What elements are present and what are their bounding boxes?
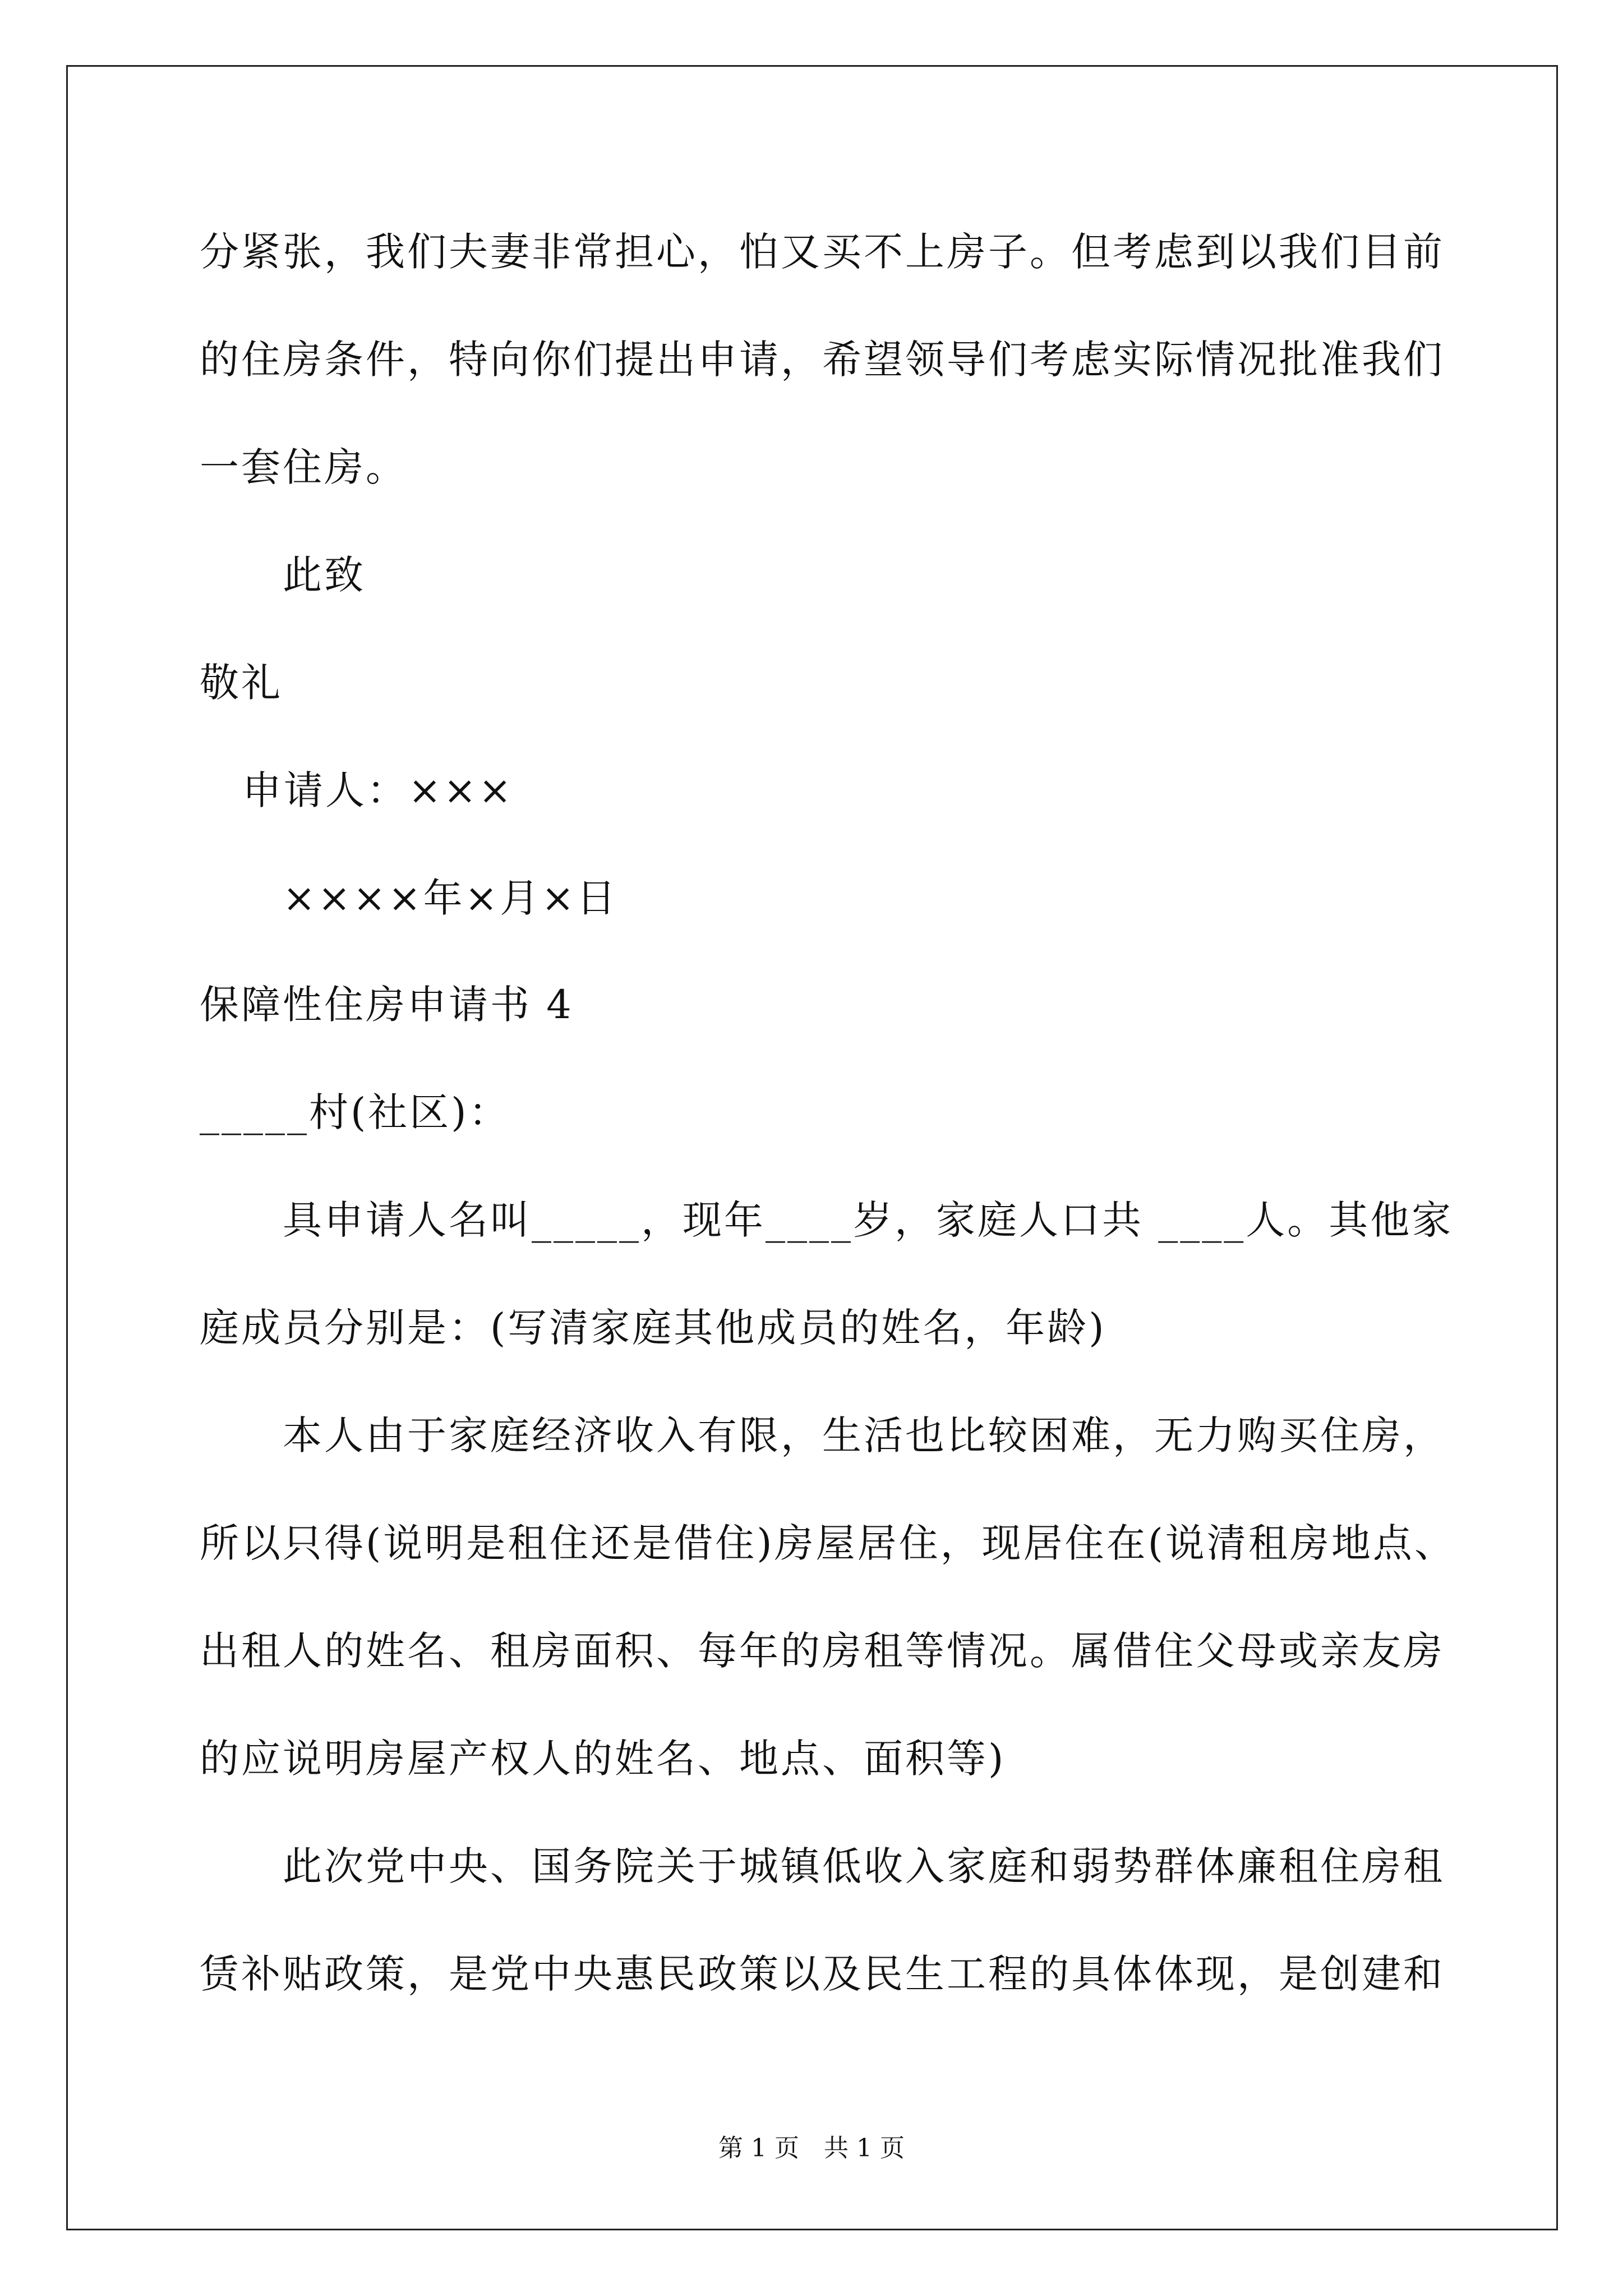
body-line: 出租人的姓名、租房面积、每年的房租等情况。属借住父母或亲友房 xyxy=(200,1628,1445,1674)
body-line: 此次党中央、国务院关于城镇低收入家庭和弱势群体廉租住房租 xyxy=(283,1843,1445,1889)
signature-date: ××××年×月×日 xyxy=(283,875,618,921)
body-line: 庭成员分别是：(写清家庭其他成员的姓名，年龄) xyxy=(200,1305,1106,1351)
body-line: 的住房条件，特向你们提出申请，希望领导们考虑实际情况批准我们 xyxy=(200,337,1445,383)
section-title: 保障性住房申请书 4 xyxy=(200,982,574,1028)
body-line: 本人由于家庭经济收入有限，生活也比较困难，无力购买住房， xyxy=(283,1412,1445,1458)
body-line: 所以只得(说明是租住还是借住)房屋居住，现居住在(说清租房地点、 xyxy=(200,1520,1456,1566)
body-line: 分紧张，我们夫妻非常担心，怕又买不上房子。但考虑到以我们目前 xyxy=(200,229,1445,275)
body-line: 的应说明房屋产权人的姓名、地点、面积等) xyxy=(200,1736,1006,1782)
addressee-line: _____村(社区)： xyxy=(200,1089,510,1135)
page-number-footer: 第 1 页 共 1 页 xyxy=(718,2134,905,2162)
applicant-signature: 申请人：××× xyxy=(242,767,514,813)
body-line: 具申请人名叫_____，现年____岁，家庭人口共 ____人。其他家 xyxy=(283,1197,1454,1243)
closing-salutation: 此致 xyxy=(283,552,366,598)
body-line: 赁补贴政策，是党中央惠民政策以及民生工程的具体体现，是创建和 xyxy=(200,1951,1445,1997)
closing-regards: 敬礼 xyxy=(200,660,283,706)
page-border xyxy=(66,65,1558,2230)
body-line: 一套住房。 xyxy=(200,444,407,490)
